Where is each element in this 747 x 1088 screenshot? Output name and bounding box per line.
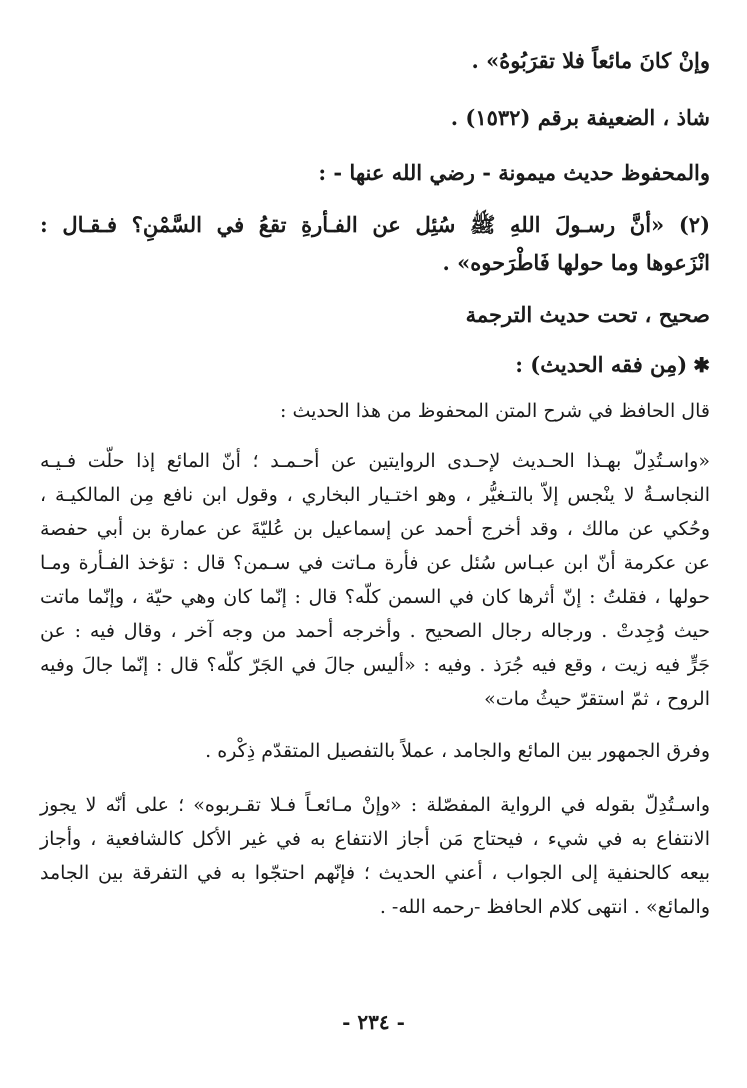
text-line-2: شاذ ، الضعيفة برقم (١٥٣٢) . — [450, 105, 710, 130]
book-page — [40, 40, 710, 1050]
section-heading — [515, 352, 710, 377]
quote-line-5: حولها ، فقلتُ : إنّ أثرها كان في السمن كلّه؟ قال : إنّما كان وهي حيّة ، وإنّما ماتت — [40, 586, 710, 608]
quote-line-7: جَرٍّ فيه زيت ، وقع فيه جُرَذ . وفيه : «أليس جالَ في الجَرّ كلّه؟ قال : إنّما جالَ وفيه — [40, 654, 710, 676]
section-heading-text: (مِن فقه الحديث) : — [515, 352, 688, 377]
paragraph-2-line-1: وفرق الجمهور بين المائع والجامد ، عملاً بالتفصيل المتقدّم ذِكْره . — [205, 740, 710, 762]
hadith-line-2: انْزَعوها وما حولها فَاطْرَحوه» . — [442, 250, 710, 275]
star-bullet-icon: ✱ — [693, 353, 710, 377]
quote-line-3: وحُكي عن مالك ، وقد أخرج أحمد عن إسماعيل بن عُليّةَ عن عمارة بن أبي حفصة — [40, 518, 710, 540]
paragraph-3-line-4: والمائع» . انتهى كلام الحافظ -رحمه الله- . — [379, 896, 710, 918]
paragraph-3-line-2: الانتفاع به في شيء ، فيحتاج مَن أجاز الانتفاع به في غير الأكل كالشافعية ، وأجاز — [40, 828, 710, 850]
paragraph-3-line-1: واسـتُدِلّ بقوله في الرواية المفصّلة : «وإنْ مـائعـاً فـلا تقـربوه» ؛ على أنّه لا يجوز — [40, 794, 710, 816]
quote-line-2: النجاسـةُ لا ينْجس إلاّ بالتـغيُّر ، وهو اختـيار البخاري ، وقول ابن نافع مِن المالكيـة ، — [40, 484, 710, 506]
quote-line-1: «واسـتُدِلّ بهـذا الحـديث لإحـدى الروايتين عن أحـمـد ؛ أنّ المائع إذا حلّت فـيـه — [40, 450, 710, 472]
hadith-line-1: (٢) «أنَّ رسـولَ اللهِ ﷺ سُئِل عن الفـأرةِ تقعُ في السَّمْنِ؟ فـقـال : — [40, 212, 710, 237]
quote-line-8: الروح ، ثمّ استقرّ حيثُ مات» — [484, 688, 710, 710]
text-line-1: وإنْ كانَ مائعاً فلا تقرَبُوهُ» . — [471, 48, 710, 73]
quote-line-6: حيث وُجِدتْ . ورجاله رجال الصحيح . وأخرجه أحمد من وجه آخر ، وقال فيه : عن — [40, 620, 710, 642]
paragraph-3-line-3: بيعه كالحنفية إلى الجواب ، أعني الحديث ؛ فإنّهم احتجّوا به في التفرقة بين الجامد — [40, 862, 710, 884]
text-line-3: والمحفوظ حديث ميمونة - رضي الله عنها - : — [318, 160, 710, 185]
grading-line: صحيح ، تحت حديث الترجمة — [465, 302, 710, 327]
quote-line-4: عن عكرمة أنّ ابن عبـاس سُئل عن فأرة مـاتت في سـمن؟ قال : تؤخذ الفـأرة ومـا — [40, 552, 710, 574]
intro-line: قال الحافظ في شرح المتن المحفوظ من هذا الحديث : — [280, 400, 710, 422]
page-number: - ٢٣٤ - — [342, 1010, 405, 1034]
